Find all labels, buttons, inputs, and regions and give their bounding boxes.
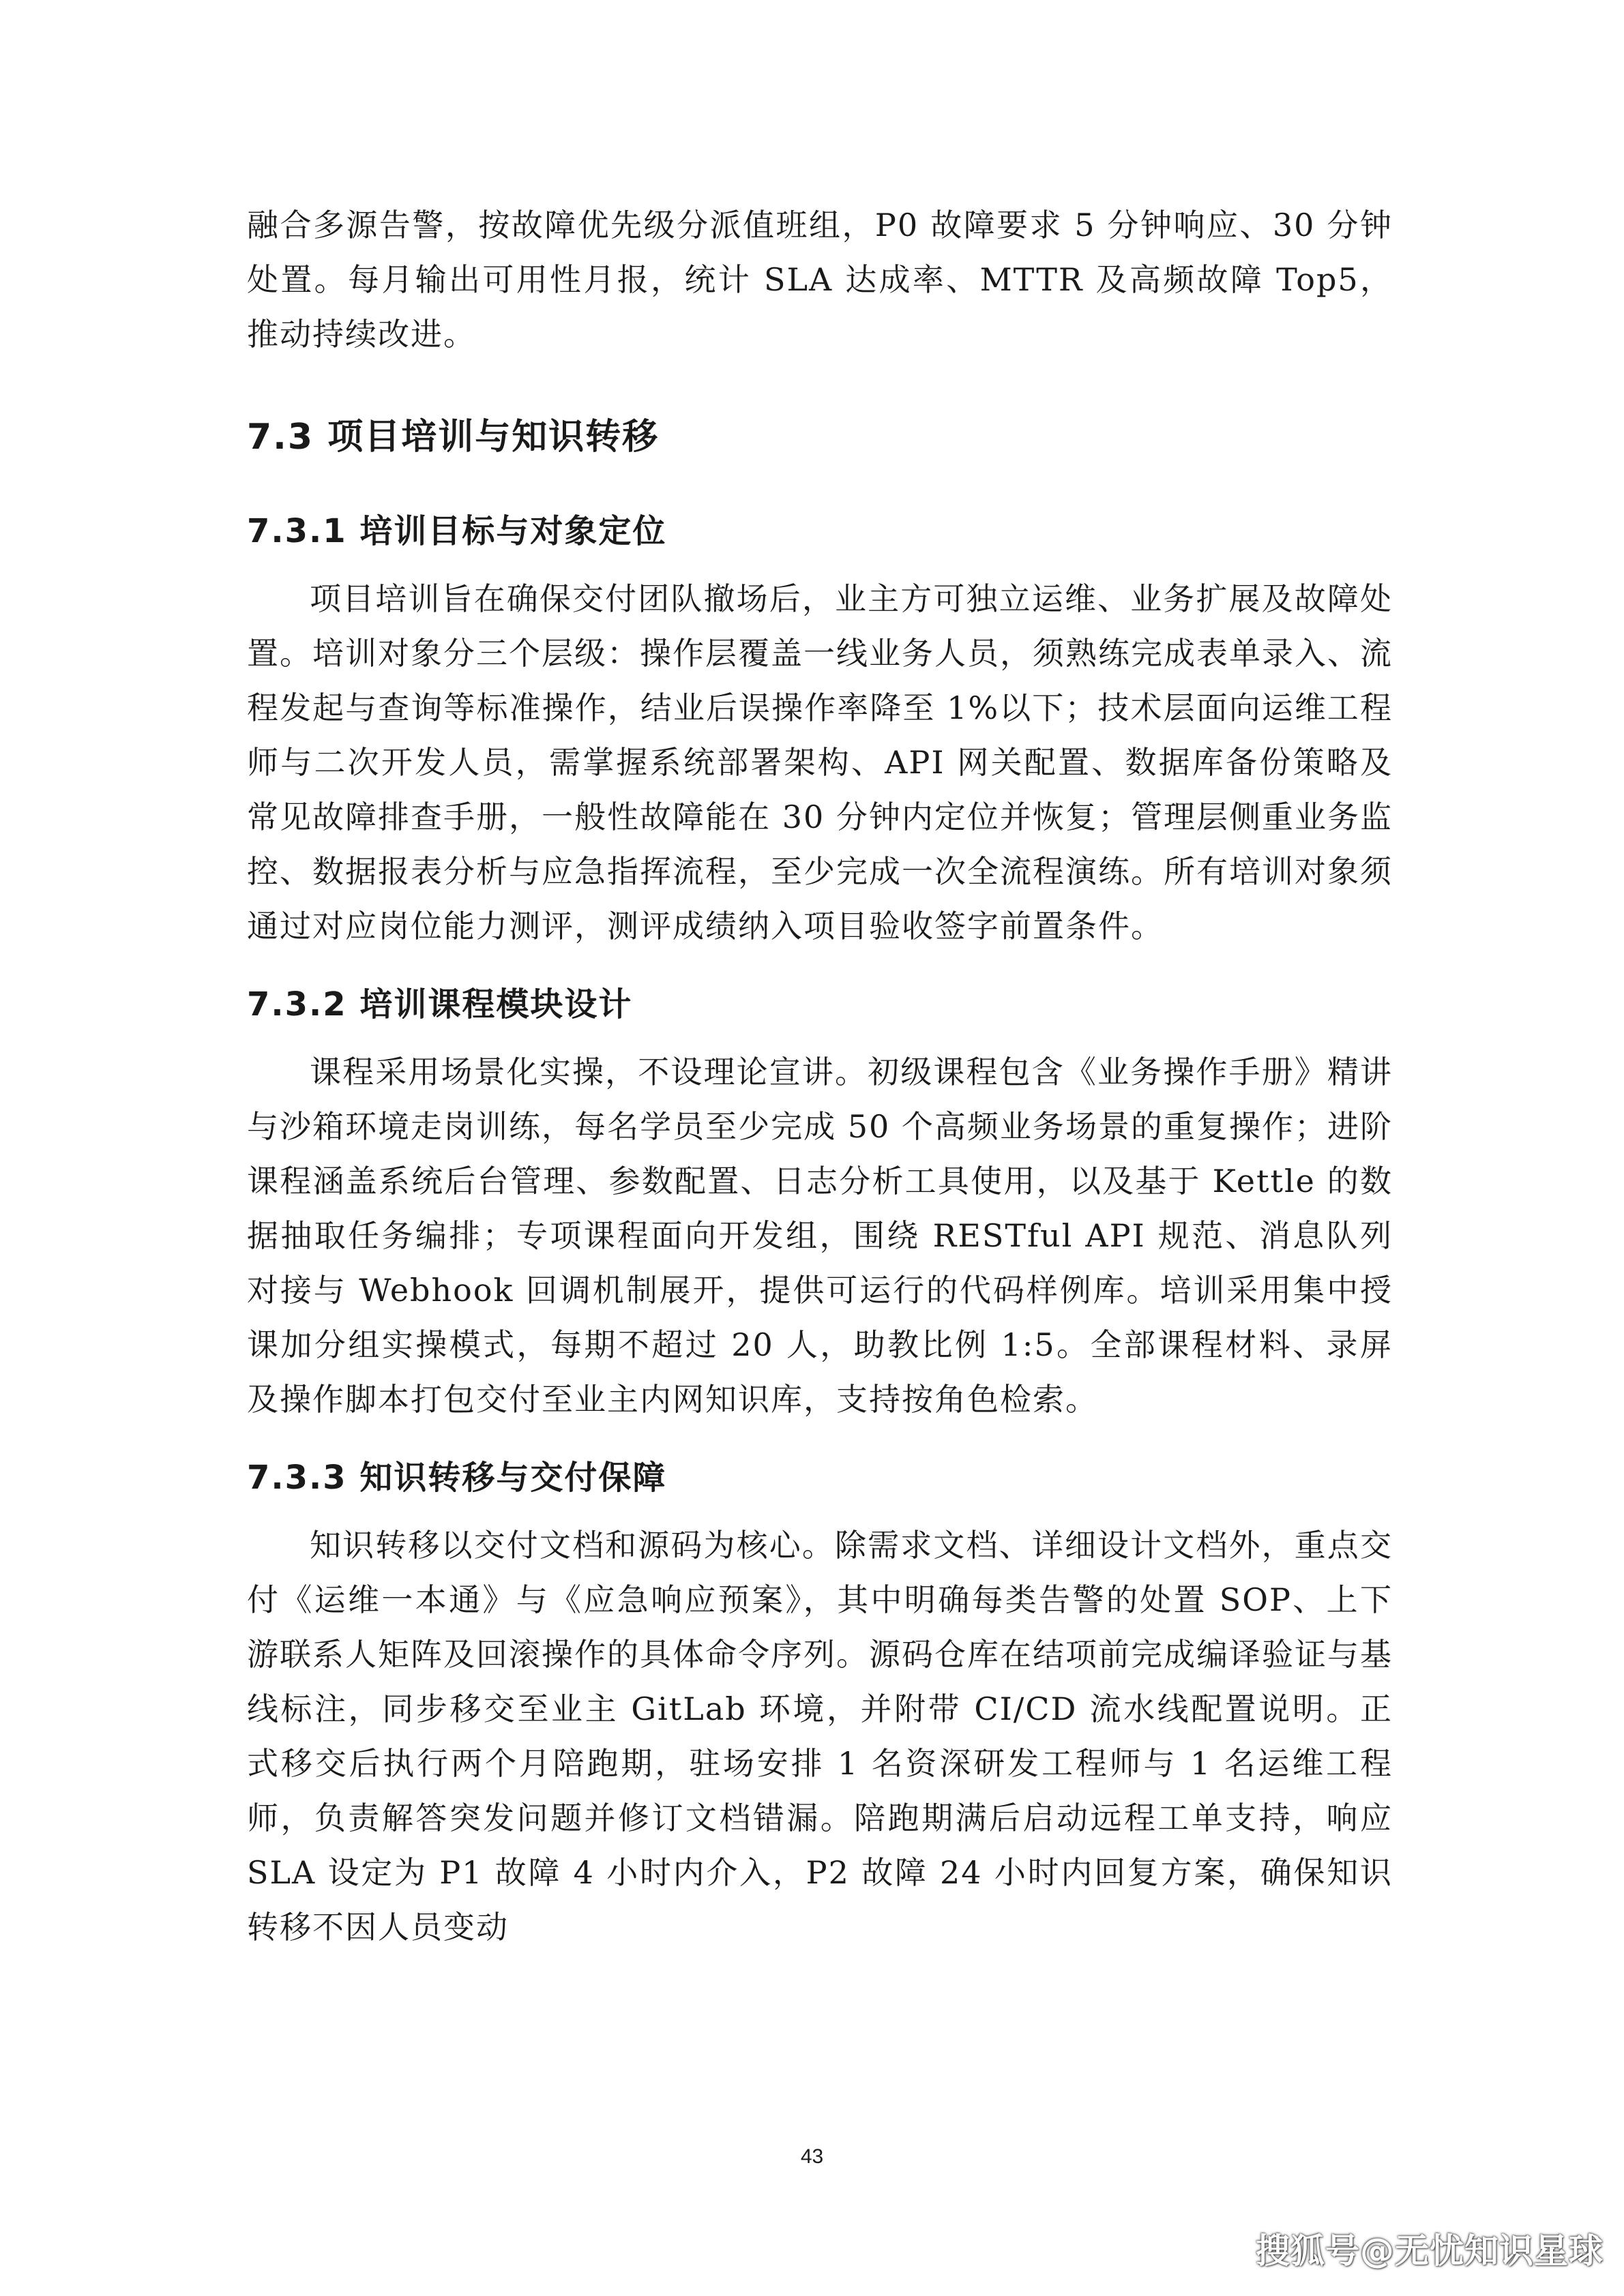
subsection-heading-7-3-3: 7.3.3 知识转移与交付保障 <box>247 1459 667 1497</box>
section-heading-7-3: 7.3 项目培训与知识转移 <box>247 417 660 458</box>
watermark: 搜狐号@无忧知识星球 <box>1256 2231 1604 2271</box>
subsection-heading-7-3-2: 7.3.2 培训课程模块设计 <box>247 985 633 1024</box>
page-number: 43 <box>800 2145 824 2168</box>
page-content <box>247 198 1393 1954</box>
subsection-heading-7-3-1: 7.3.1 培训目标与对象定位 <box>247 512 667 550</box>
subsection-body-7-3-1: 项目培训旨在确保交付团队撤场后，业主方可独立运维、业务扩展及故障处置。培训对象分三个层级：操作层覆盖一线业务人员，须熟练完成表单录入、流程发起与查询等标准操作，结业后误操作率降至 1%以下；技术层面向运维工程师与二次开发人员，需掌握系统部署架构、API 网关配置、数据库备份策略及常见故障排查手册，一般性故障能在 30 分钟内定位并恢复；管理层侧重业务监控、数据报表分析与应急指挥流程，至少完成一次全流程演练。所有培训对象须通过对应岗位能力测评，测评成绩纳入项目验收签字前置条件。 <box>247 580 1393 944</box>
intro-paragraph: 融合多源告警，按故障优先级分派值班组，P0 故障要求 5 分钟响应、30 分钟处置。每月输出可用性月报，统计 SLA 达成率、MTTR 及高频故障 Top5，推动持续改进。 <box>247 207 1393 353</box>
subsection-body-7-3-3: 知识转移以交付文档和源码为核心。除需求文档、详细设计文档外，重点交付《运维一本通》与《应急响应预案》，其中明确每类告警的处置 SOP、上下游联系人矩阵及回滚操作的具体命令序列。源码仓库在结项前完成编译验证与基线标注，同步移交至业主 GitLab 环境，并附带 CI/CD 流水线配置说明。正式移交后执行两个月陪跑期，驻场安排 1 名资深研发工程师与 1 名运维工程师，负责解答突发问题并修订文档错漏。陪跑期满后启动远程工单支持，响应 SLA 设定为 P1 故障 4 小时内介入，P2 故障 24 小时内回复方案，确保知识转移不因人员变动 <box>247 1527 1393 1945</box>
subsection-body-7-3-2: 课程采用场景化实操，不设理论宣讲。初级课程包含《业务操作手册》精讲与沙箱环境走岗训练，每名学员至少完成 50 个高频业务场景的重复操作；进阶课程涵盖系统后台管理、参数配置、日志分析工具使用，以及基于 Kettle 的数据抽取任务编排；专项课程面向开发组，围绕 RESTful API 规范、消息队列对接与 Webhook 回调机制展开，提供可运行的代码样例库。培训采用集中授课加分组实操模式，每期不超过 20 人，助教比例 1:5。全部课程材料、录屏及操作脚本打包交付至业主内网知识库，支持按角色检索。 <box>247 1054 1393 1418</box>
